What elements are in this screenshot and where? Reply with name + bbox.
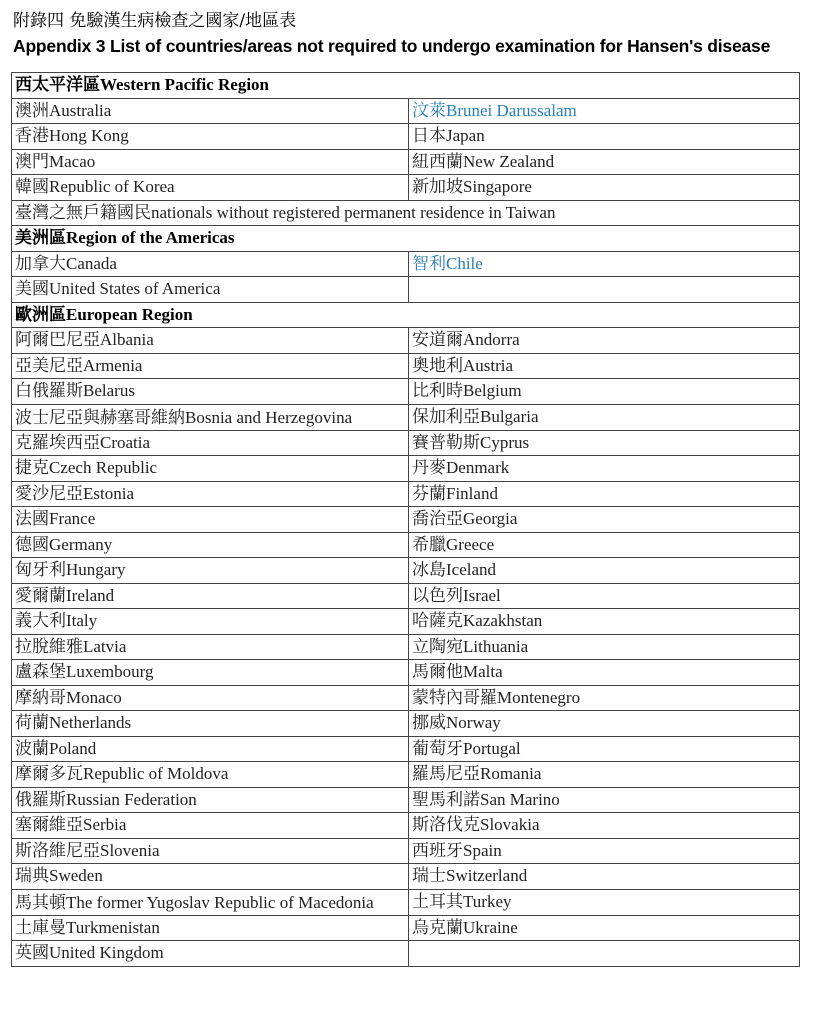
- country-cell: 塞爾維亞Serbia: [12, 813, 409, 839]
- table-row: [12, 864, 800, 890]
- page-title-chinese: 附錄四 免驗漢生病檢查之國家/地區表: [13, 11, 297, 31]
- country-cell: 義大利Italy: [12, 609, 409, 635]
- country-cell: 聖馬利諾San Marino: [409, 787, 800, 813]
- country-cell: 西班牙Spain: [409, 838, 800, 864]
- country-cell: 新加坡Singapore: [409, 175, 800, 201]
- table-row: [12, 813, 800, 839]
- country-cell: 紐西蘭New Zealand: [409, 149, 800, 175]
- country-cell: 拉脫維雅Latvia: [12, 634, 409, 660]
- table-row: [12, 634, 800, 660]
- table-row: [12, 277, 800, 303]
- country-cell: 哈薩克Kazakhstan: [409, 609, 800, 635]
- country-cell: 捷克Czech Republic: [12, 456, 409, 482]
- country-cell: 韓國Republic of Korea: [12, 175, 409, 201]
- table-row: [12, 175, 800, 201]
- country-cell: 亞美尼亞Armenia: [12, 353, 409, 379]
- country-cell: 安道爾Andorra: [409, 328, 800, 354]
- country-cell: 盧森堡Luxembourg: [12, 660, 409, 686]
- country-cell-highlighted: 汶萊Brunei Darussalam: [409, 98, 800, 124]
- table-row: [12, 889, 800, 915]
- country-cell-highlighted: 智利Chile: [409, 251, 800, 277]
- country-cell: 德國Germany: [12, 532, 409, 558]
- country-cell: 俄羅斯Russian Federation: [12, 787, 409, 813]
- region-western-pacific: 西太平洋區Western Pacific Region: [12, 73, 800, 99]
- country-cell: 蒙特內哥羅Montenegro: [409, 685, 800, 711]
- country-cell: 比利時Belgium: [409, 379, 800, 405]
- country-cell: 葡萄牙Portugal: [409, 736, 800, 762]
- country-cell: 斯洛伐克Slovakia: [409, 813, 800, 839]
- country-cell: 土庫曼Turkmenistan: [12, 915, 409, 941]
- table-row: [12, 787, 800, 813]
- page-title-english: Appendix 3 List of countries/areas not required to undergo examination for Hansen's disease: [13, 36, 771, 56]
- country-cell: 白俄羅斯Belarus: [12, 379, 409, 405]
- country-cell: 瑞典Sweden: [12, 864, 409, 890]
- table-row: [12, 941, 800, 967]
- country-cell: 愛爾蘭Ireland: [12, 583, 409, 609]
- table-row: [12, 251, 800, 277]
- table-row: [12, 404, 800, 430]
- table-row: [12, 430, 800, 456]
- country-cell: 荷蘭Netherlands: [12, 711, 409, 737]
- table-row: [12, 609, 800, 635]
- country-cell: 馬其頓The former Yugoslav Republic of Macedonia: [12, 889, 409, 915]
- table-row: [12, 762, 800, 788]
- table-row: [12, 200, 800, 226]
- country-cell: 冰島Iceland: [409, 558, 800, 584]
- table-row: [12, 583, 800, 609]
- table-row: [12, 685, 800, 711]
- table-row: [12, 711, 800, 737]
- country-cell: 匈牙利Hungary: [12, 558, 409, 584]
- country-cell: 美國United States of America: [12, 277, 409, 303]
- country-cell: 日本Japan: [409, 124, 800, 150]
- table-row: [12, 558, 800, 584]
- table-row: [12, 838, 800, 864]
- region-header-row: [12, 73, 800, 99]
- country-cell: 愛沙尼亞Estonia: [12, 481, 409, 507]
- country-cell: 摩爾多瓦Republic of Moldova: [12, 762, 409, 788]
- table-row: [12, 328, 800, 354]
- table-row: [12, 481, 800, 507]
- country-cell: 波士尼亞與赫塞哥維納Bosnia and Herzegovina: [12, 404, 409, 430]
- table-row: [12, 915, 800, 941]
- table-row: [12, 98, 800, 124]
- empty-cell: [409, 277, 800, 303]
- country-cell: 奧地利Austria: [409, 353, 800, 379]
- country-cell: 挪威Norway: [409, 711, 800, 737]
- country-cell: 馬爾他Malta: [409, 660, 800, 686]
- country-cell: 克羅埃西亞Croatia: [12, 430, 409, 456]
- table-row: [12, 456, 800, 482]
- table-row: [12, 379, 800, 405]
- country-cell: 希臘Greece: [409, 532, 800, 558]
- table-row: [12, 507, 800, 533]
- region-header-row: [12, 302, 800, 328]
- table-row: [12, 532, 800, 558]
- country-cell: 賽普勒斯Cyprus: [409, 430, 800, 456]
- country-list-table: [11, 72, 800, 967]
- country-cell: 羅馬尼亞Romania: [409, 762, 800, 788]
- country-cell: 丹麥Denmark: [409, 456, 800, 482]
- table-row: [12, 736, 800, 762]
- country-cell: 以色列Israel: [409, 583, 800, 609]
- country-cell: 立陶宛Lithuania: [409, 634, 800, 660]
- country-cell: 波蘭Poland: [12, 736, 409, 762]
- table-row: [12, 353, 800, 379]
- country-cell: 斯洛維尼亞Slovenia: [12, 838, 409, 864]
- table-row: [12, 124, 800, 150]
- country-cell-full-width: 臺灣之無戶籍國民nationals without registered permanent residence in Taiwan: [12, 200, 800, 226]
- region-european: 歐洲區European Region: [12, 302, 800, 328]
- region-header-row: [12, 226, 800, 252]
- country-cell: 芬蘭Finland: [409, 481, 800, 507]
- country-cell: 土耳其Turkey: [409, 889, 800, 915]
- country-cell: 摩納哥Monaco: [12, 685, 409, 711]
- country-cell: 澳洲Australia: [12, 98, 409, 124]
- country-cell: 喬治亞Georgia: [409, 507, 800, 533]
- country-cell: 瑞士Switzerland: [409, 864, 800, 890]
- country-cell: 烏克蘭Ukraine: [409, 915, 800, 941]
- country-cell: 保加利亞Bulgaria: [409, 404, 800, 430]
- country-cell: 英國United Kingdom: [12, 941, 409, 967]
- country-cell: 香港Hong Kong: [12, 124, 409, 150]
- table-row: [12, 660, 800, 686]
- region-americas: 美洲區Region of the Americas: [12, 226, 800, 252]
- country-cell: 加拿大Canada: [12, 251, 409, 277]
- country-cell: 阿爾巴尼亞Albania: [12, 328, 409, 354]
- country-cell: 法國France: [12, 507, 409, 533]
- empty-cell: [409, 941, 800, 967]
- table-row: [12, 149, 800, 175]
- country-cell: 澳門Macao: [12, 149, 409, 175]
